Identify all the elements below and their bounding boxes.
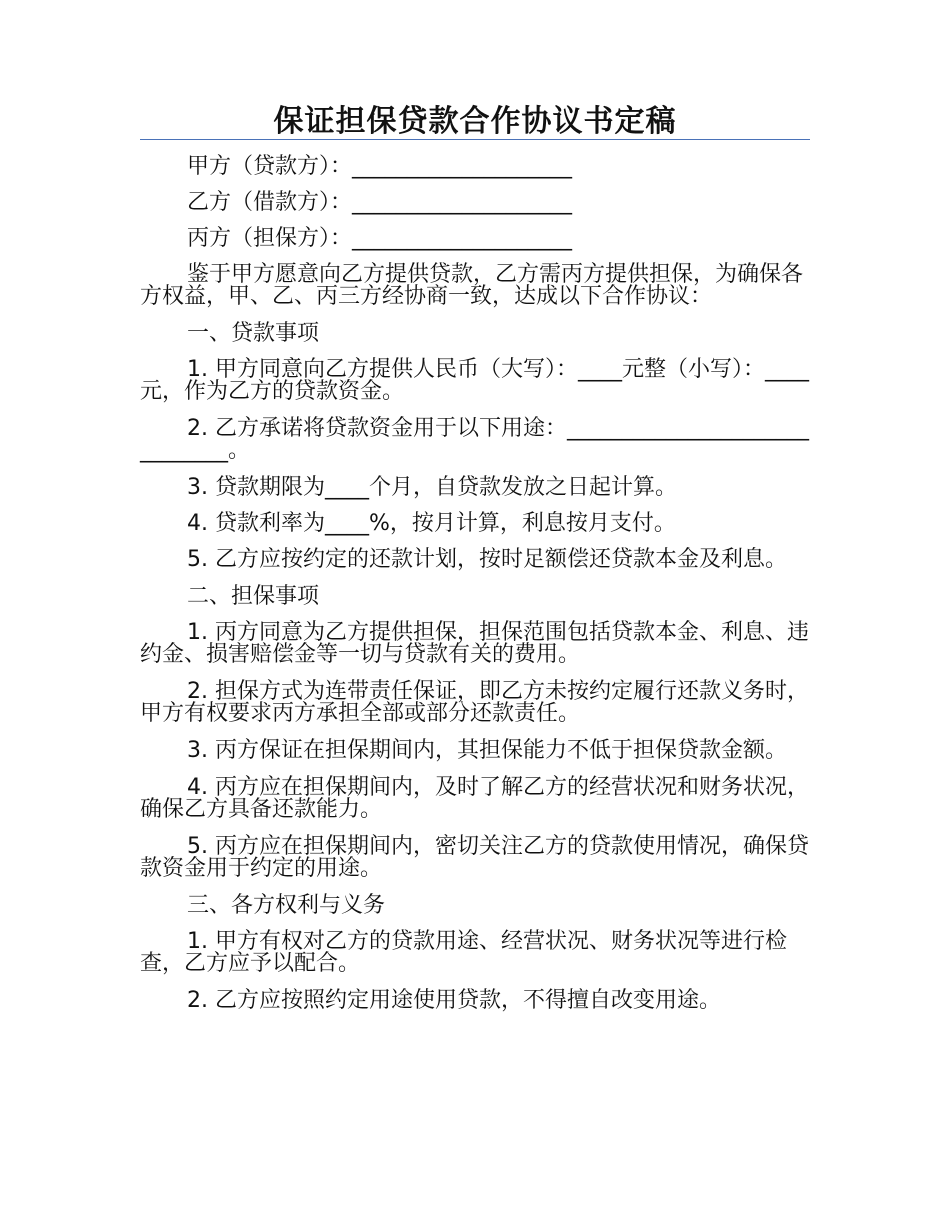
loan-clause-3: 3. 贷款期限为____个月，自贷款发放之日起计算。 — [187, 475, 677, 500]
party-a-line: 甲方（贷款方）：____________________ — [187, 154, 573, 179]
loan-clause-5: 5. 乙方应按约定的还款计划，按时足额偿还贷款本金及利息。 — [187, 547, 787, 572]
section-heading-loan: 一、贷款事项 — [187, 321, 320, 346]
guarantee-clause-3: 3. 丙方保证在担保期间内，其担保能力不低于担保贷款金额。 — [187, 738, 787, 763]
preamble-paragraph: 鉴于甲方愿意向乙方提供贷款，乙方需丙方提供担保，为确保各方权益，甲、乙、丙三方经协商一致，达成以下合作协议： — [140, 262, 804, 309]
section-heading-guarantee: 二、担保事项 — [187, 584, 320, 609]
guarantee-clause-5: 5. 丙方应在担保期间内，密切关注乙方的贷款使用情况，确保贷款资金用于约定的用途。 — [140, 834, 809, 881]
guarantee-clause-1: 1. 丙方同意为乙方提供担保，担保范围包括贷款本金、利息、违约金、损害赔偿金等一切与贷款有关的费用。 — [140, 620, 809, 667]
title-underline — [140, 139, 810, 140]
rights-clause-2: 2. 乙方应按照约定用途使用贷款，不得擅自改变用途。 — [187, 988, 721, 1013]
section-heading-rights: 三、各方权利与义务 — [187, 893, 386, 918]
document-title: 保证担保贷款合作协议书定稿 — [273, 104, 677, 139]
rights-clause-1: 1. 甲方有权对乙方的贷款用途、经营状况、财务状况等进行检查，乙方应予以配合。 — [140, 929, 787, 976]
loan-clause-4: 4. 贷款利率为____%，按月计算，利息按月支付。 — [187, 511, 676, 536]
guarantee-clause-4: 4. 丙方应在担保期间内，及时了解乙方的经营状况和财务状况，确保乙方具备还款能力。 — [140, 775, 809, 822]
loan-clause-1: 1. 甲方同意向乙方提供人民币（大写）：____元整（小写）：____元，作为乙方的贷款资金。 — [140, 357, 809, 404]
loan-clause-2: 2. 乙方承诺将贷款资金用于以下用途：______________________________。 — [140, 416, 809, 463]
party-b-line: 乙方（借款方）：____________________ — [187, 190, 573, 215]
document-body — [140, 156, 810, 1026]
guarantee-clause-2: 2. 担保方式为连带责任保证，即乙方未按约定履行还款义务时，甲方有权要求丙方承担全部或部分还款责任。 — [140, 679, 809, 726]
party-c-line: 丙方（担保方）：____________________ — [187, 226, 573, 251]
